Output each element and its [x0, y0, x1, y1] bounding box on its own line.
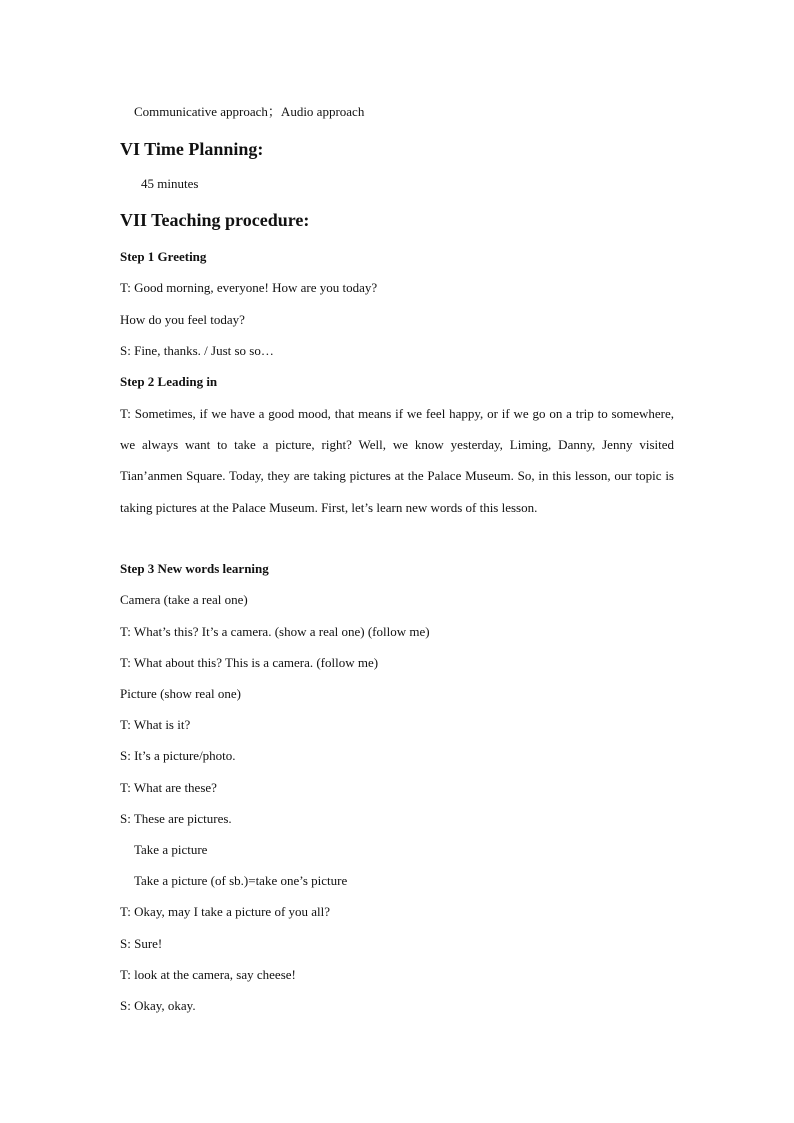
step1-line-2: How do you feel today?: [120, 312, 245, 327]
step3-line-5: T: What is it?: [120, 717, 191, 732]
step3-line-13: T: look at the camera, say cheese!: [120, 967, 296, 982]
step3-line-4: Picture (show real one): [120, 686, 241, 701]
step1-line-1: T: Good morning, everyone! How are you today?: [120, 280, 378, 295]
step3-line-11: T: Okay, may I take a picture of you all?: [120, 904, 331, 919]
step3-line-10: Take a picture (of sb.)=take one’s picture: [134, 873, 348, 888]
step3-line-7: T: What are these?: [120, 780, 217, 795]
step2-title: Step 2 Leading in: [120, 374, 218, 389]
step3-line-2: T: What’s this? It’s a camera. (show a real one) (follow me): [120, 624, 430, 639]
teaching-procedure-heading: VII Teaching procedure:: [120, 210, 310, 230]
step3-line-3: T: What about this? This is a camera. (follow me): [120, 655, 379, 670]
step3-title: Step 3 New words learning: [120, 561, 269, 576]
step3-line-14: S: Okay, okay.: [120, 998, 196, 1013]
document-page: [120, 0, 674, 1123]
time-planning-value: 45 minutes: [141, 176, 199, 191]
step3-line-1: Camera (take a real one): [120, 592, 248, 607]
step3-line-8: S: These are pictures.: [120, 811, 232, 826]
step3-line-9: Take a picture: [134, 842, 208, 857]
step3-line-6: S: It’s a picture/photo.: [120, 748, 236, 763]
time-planning-heading: VI Time Planning:: [120, 139, 264, 159]
teaching-methods-text: Communicative approach；Audio approach: [134, 104, 365, 119]
step2-paragraph: T: Sometimes, if we have a good mood, that means if we feel happy, or if we go on a trip to somewhere, we always want to take a picture, right? Well, we know yesterday, Liming, Danny, Jenny visited Tian’anmen Square. Today, they are taking pictures at the Palace Museum. So, in this lesson, our topic is taking pictures at the Palace Museum. First, let’s learn new words of this lesson.: [120, 406, 674, 515]
step3-line-12: S: Sure!: [120, 936, 163, 951]
step1-line-3: S: Fine, thanks. / Just so so…: [120, 343, 274, 358]
step1-title: Step 1 Greeting: [120, 249, 207, 264]
